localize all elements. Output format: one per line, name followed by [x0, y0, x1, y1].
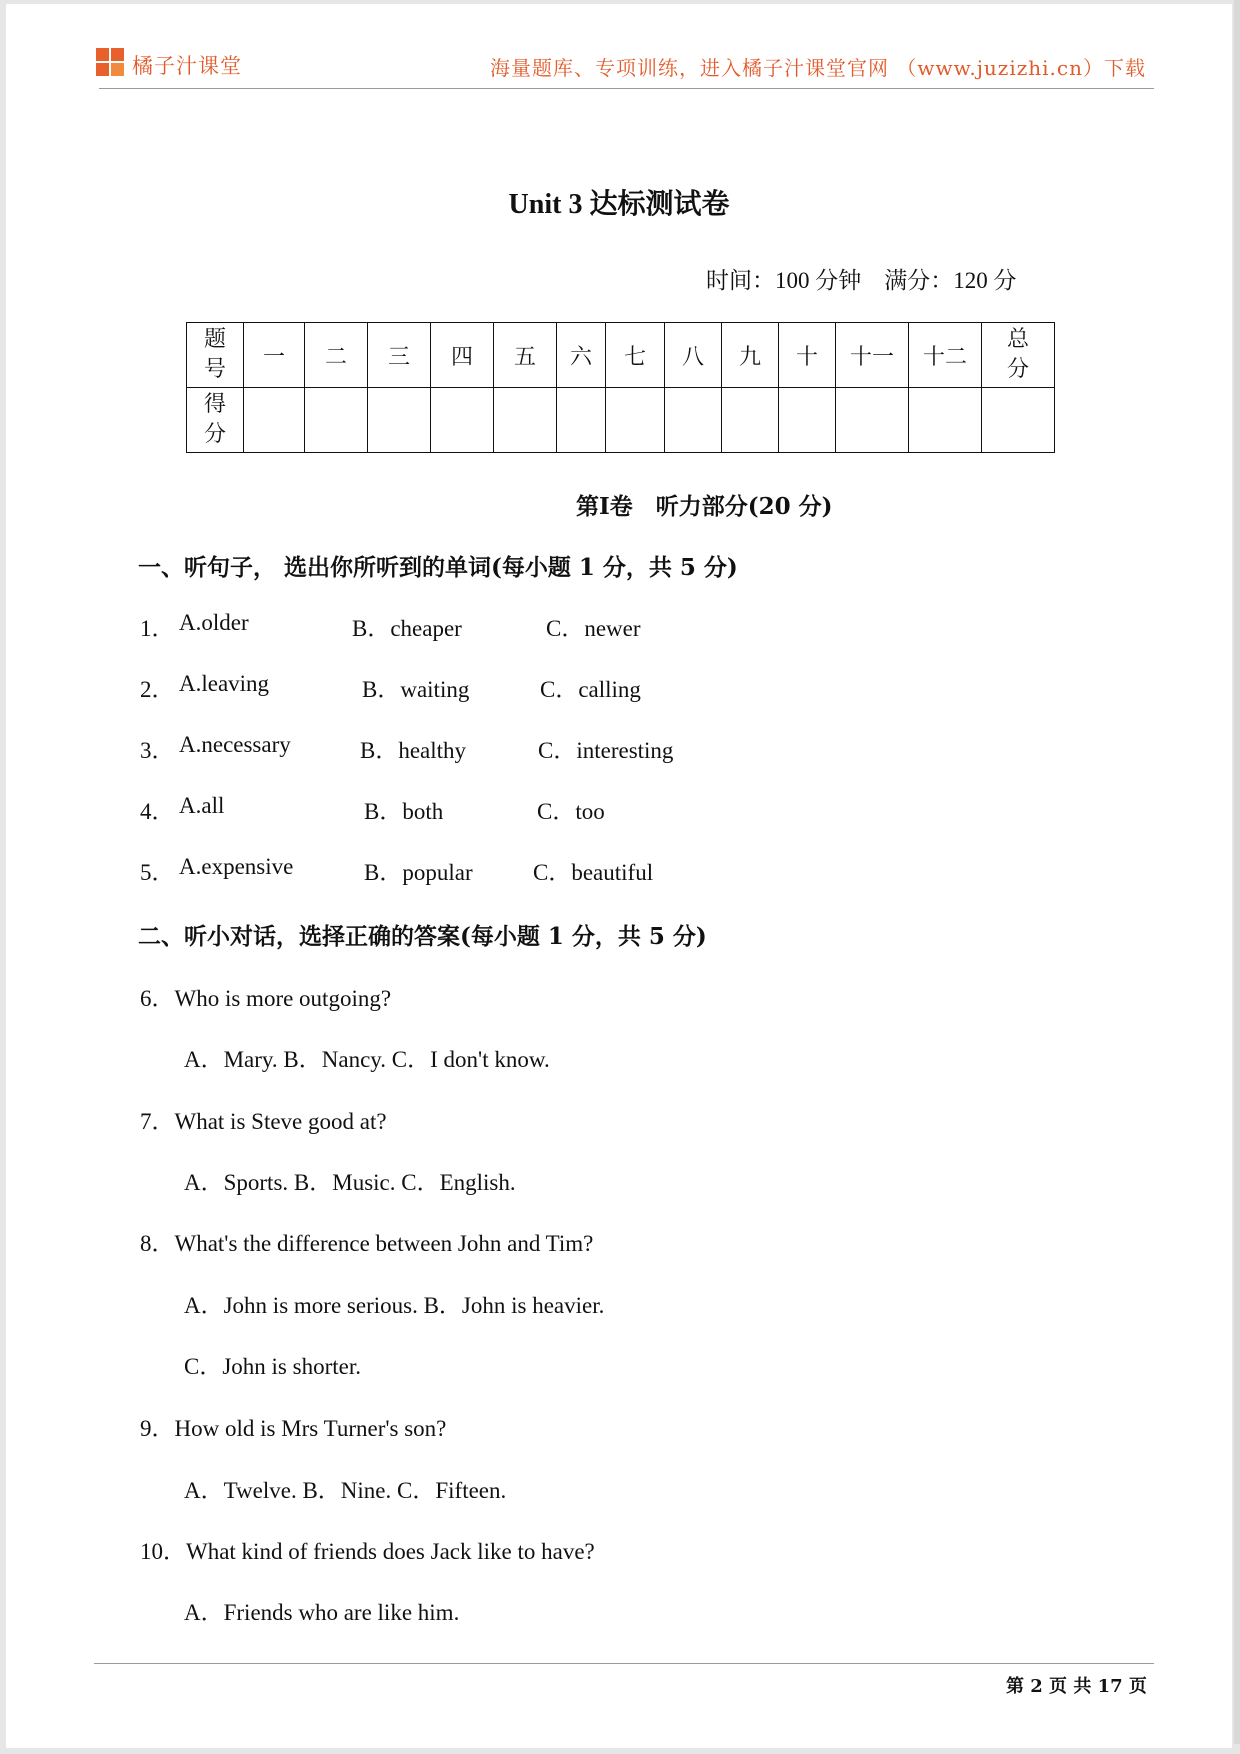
question-8-options-c: C．John is shorter.	[184, 1354, 361, 1379]
col-header: 三	[368, 323, 431, 388]
question-6: 6．Who is more outgoing?	[140, 986, 392, 1011]
option-c: C．too	[537, 799, 605, 824]
document-page	[6, 4, 1232, 1748]
option-a: A.all	[179, 793, 225, 818]
page-header	[96, 44, 1146, 84]
item-number: 5．	[140, 860, 175, 885]
col-header: 一	[244, 323, 305, 388]
score-cell	[431, 388, 494, 453]
option-b: B．both	[364, 799, 444, 824]
section2-heading: 二、听小对话，选择正确的答案(每小题 1 分，共 5 分)	[138, 923, 707, 950]
option-a: A.leaving	[179, 671, 270, 696]
col-header: 八	[665, 323, 722, 388]
question-7: 7．What is Steve good at?	[140, 1109, 387, 1134]
option-c: C．beautiful	[533, 860, 654, 885]
col-header: 九	[722, 323, 779, 388]
option-a: A.expensive	[179, 854, 294, 879]
question-8-options: A．John is more serious. B．John is heavier.	[184, 1293, 605, 1318]
col-header: 十一	[836, 323, 909, 388]
col-header: 五	[494, 323, 557, 388]
score-cell	[722, 388, 779, 453]
col-header: 四	[431, 323, 494, 388]
score-cell	[368, 388, 431, 453]
juzizhi-logo-icon	[96, 48, 126, 78]
time-info: 时间：100 分钟 满分：120 分	[706, 268, 1017, 293]
score-cell	[244, 388, 305, 453]
col-header: 七	[606, 323, 665, 388]
score-cell	[779, 388, 836, 453]
page-title: Unit 3 达标测试卷	[508, 189, 730, 220]
page-number: 第 2 页 共 17 页	[1006, 1676, 1147, 1697]
option-c: C．calling	[540, 677, 641, 702]
col-header: 二	[305, 323, 368, 388]
question-10-options: A．Friends who are like him.	[184, 1600, 460, 1625]
col-header: 十	[779, 323, 836, 388]
score-cell	[665, 388, 722, 453]
row-label-number: 题 号	[187, 323, 244, 388]
question-9-options: A．Twelve. B．Nine. C．Fifteen.	[184, 1478, 507, 1503]
score-cell	[557, 388, 606, 453]
logo-text: 橘子汁课堂	[132, 54, 242, 78]
score-cell	[909, 388, 982, 453]
question-10: 10．What kind of friends does Jack like to have?	[140, 1539, 595, 1564]
question-7-options: A．Sports. B．Music. C．English.	[184, 1170, 516, 1195]
score-cell	[836, 388, 909, 453]
item-number: 4．	[140, 799, 175, 824]
col-header: 六	[557, 323, 606, 388]
score-cell	[305, 388, 368, 453]
item-number: 2．	[140, 677, 175, 702]
header-divider	[99, 88, 1154, 89]
option-b: B．cheaper	[352, 616, 462, 641]
row-label-score: 得 分	[187, 388, 244, 453]
score-cell	[494, 388, 557, 453]
col-header-total: 总 分	[982, 323, 1055, 388]
question-8: 8．What's the difference between John and Tim?	[140, 1231, 594, 1256]
score-cell-total	[982, 388, 1055, 453]
footer-divider	[94, 1663, 1154, 1664]
option-b: B．healthy	[360, 738, 467, 763]
item-number: 3．	[140, 738, 175, 763]
col-header: 十二	[909, 323, 982, 388]
question-9: 9．How old is Mrs Turner's son?	[140, 1416, 447, 1441]
option-c: C．interesting	[538, 738, 674, 763]
part1-heading: 第Ⅰ卷 听力部分(20 分)	[576, 493, 833, 520]
option-b: B．popular	[364, 860, 473, 885]
page-edge	[1234, 0, 1240, 1744]
option-b: B．waiting	[362, 677, 470, 702]
item-number: 1．	[140, 616, 175, 641]
option-a: A.older	[179, 610, 249, 635]
section1-heading: 一、听句子， 选出你所听到的单词(每小题 1 分，共 5 分)	[138, 554, 738, 581]
option-c: C．newer	[546, 616, 641, 641]
score-cell	[606, 388, 665, 453]
option-a: A.necessary	[179, 732, 291, 757]
header-banner-link[interactable]: 海量题库、专项训练，进入橘子汁课堂官网 （www.juzizhi.cn）下载	[490, 56, 1146, 80]
question-6-options: A．Mary. B．Nancy. C．I don't know.	[184, 1047, 550, 1072]
score-table	[186, 322, 1055, 453]
